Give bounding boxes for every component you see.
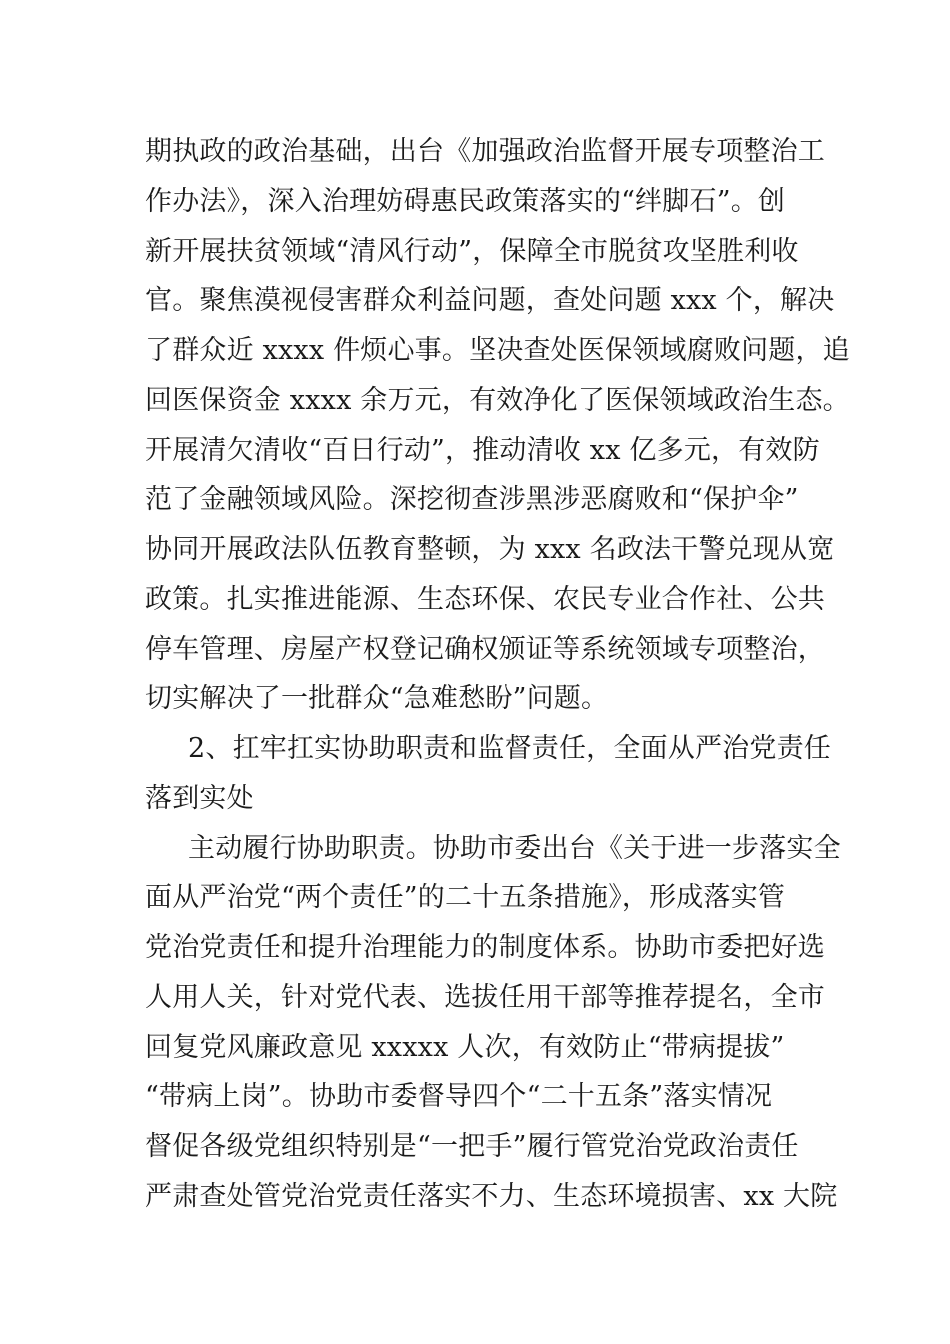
text-line: 回复党风廉政意见 xxxxx 人次，有效防止“带病提拔” xyxy=(145,1032,785,1063)
text-line: 了群众近 xxxx 件烦心事。坚决查处医保领域腐败问题，追 xyxy=(145,335,850,366)
text-line: 督促各级党组织特别是“一把手”履行管党治党政治责任 xyxy=(145,1131,799,1162)
text-line: 协同开展政法队伍教育整顿，为 xxx 名政法干警兑现从宽 xyxy=(145,534,835,565)
text-line: 党治党责任和提升治理能力的制度体系。协助市委把好选 xyxy=(145,932,825,963)
text-line: 人用人关，针对党代表、选拔任用干部等推荐提名，全市 xyxy=(145,982,825,1013)
text-line: 作办法》，深入治理妨碍惠民政策落实的“绊脚石”。创 xyxy=(145,186,786,217)
text-line: 面从严治党“两个责任”的二十五条措施》，形成落实管 xyxy=(145,882,786,913)
text-line: 停车管理、房屋产权登记确权颁证等系统领域专项整治， xyxy=(145,634,825,665)
text-line: 范了金融领域风险。深挖彻查涉黑涉恶腐败和“保护伞” xyxy=(145,484,799,515)
section-heading-continued: 落到实处 xyxy=(145,783,254,814)
text-line: 官。聚焦漠视侵害群众利益问题，查处问题 xxx 个，解决 xyxy=(145,285,835,316)
text-line: “带病上岗”。协助市委督导四个“二十五条”落实情况 xyxy=(145,1081,773,1112)
text-line: 期执政的政治基础，出台《加强政治监督开展专项整治工 xyxy=(145,136,825,167)
text-line: 新开展扶贫领域“清风行动”，保障全市脱贫攻坚胜利收 xyxy=(145,236,799,267)
text-line: 主动履行协助职责。协助市委出台《关于进一步落实全 xyxy=(188,833,841,864)
text-line: 切实解决了一批群众“急难愁盼”问题。 xyxy=(145,683,609,714)
text-line: 开展清欠清收“百日行动”，推动清收 xx 亿多元，有效防 xyxy=(145,435,820,466)
section-heading: 2、扛牢扛实协助职责和监督责任，全面从严治党责任 xyxy=(188,733,831,764)
text-line: 回医保资金 xxxx 余万元，有效净化了医保领域政治生态。 xyxy=(145,385,850,416)
text-line: 严肃查处管党治党责任落实不力、生态环境损害、xx 大院 xyxy=(145,1181,838,1212)
text-line: 政策。扎实推进能源、生态环保、农民专业合作社、公共 xyxy=(145,584,825,615)
